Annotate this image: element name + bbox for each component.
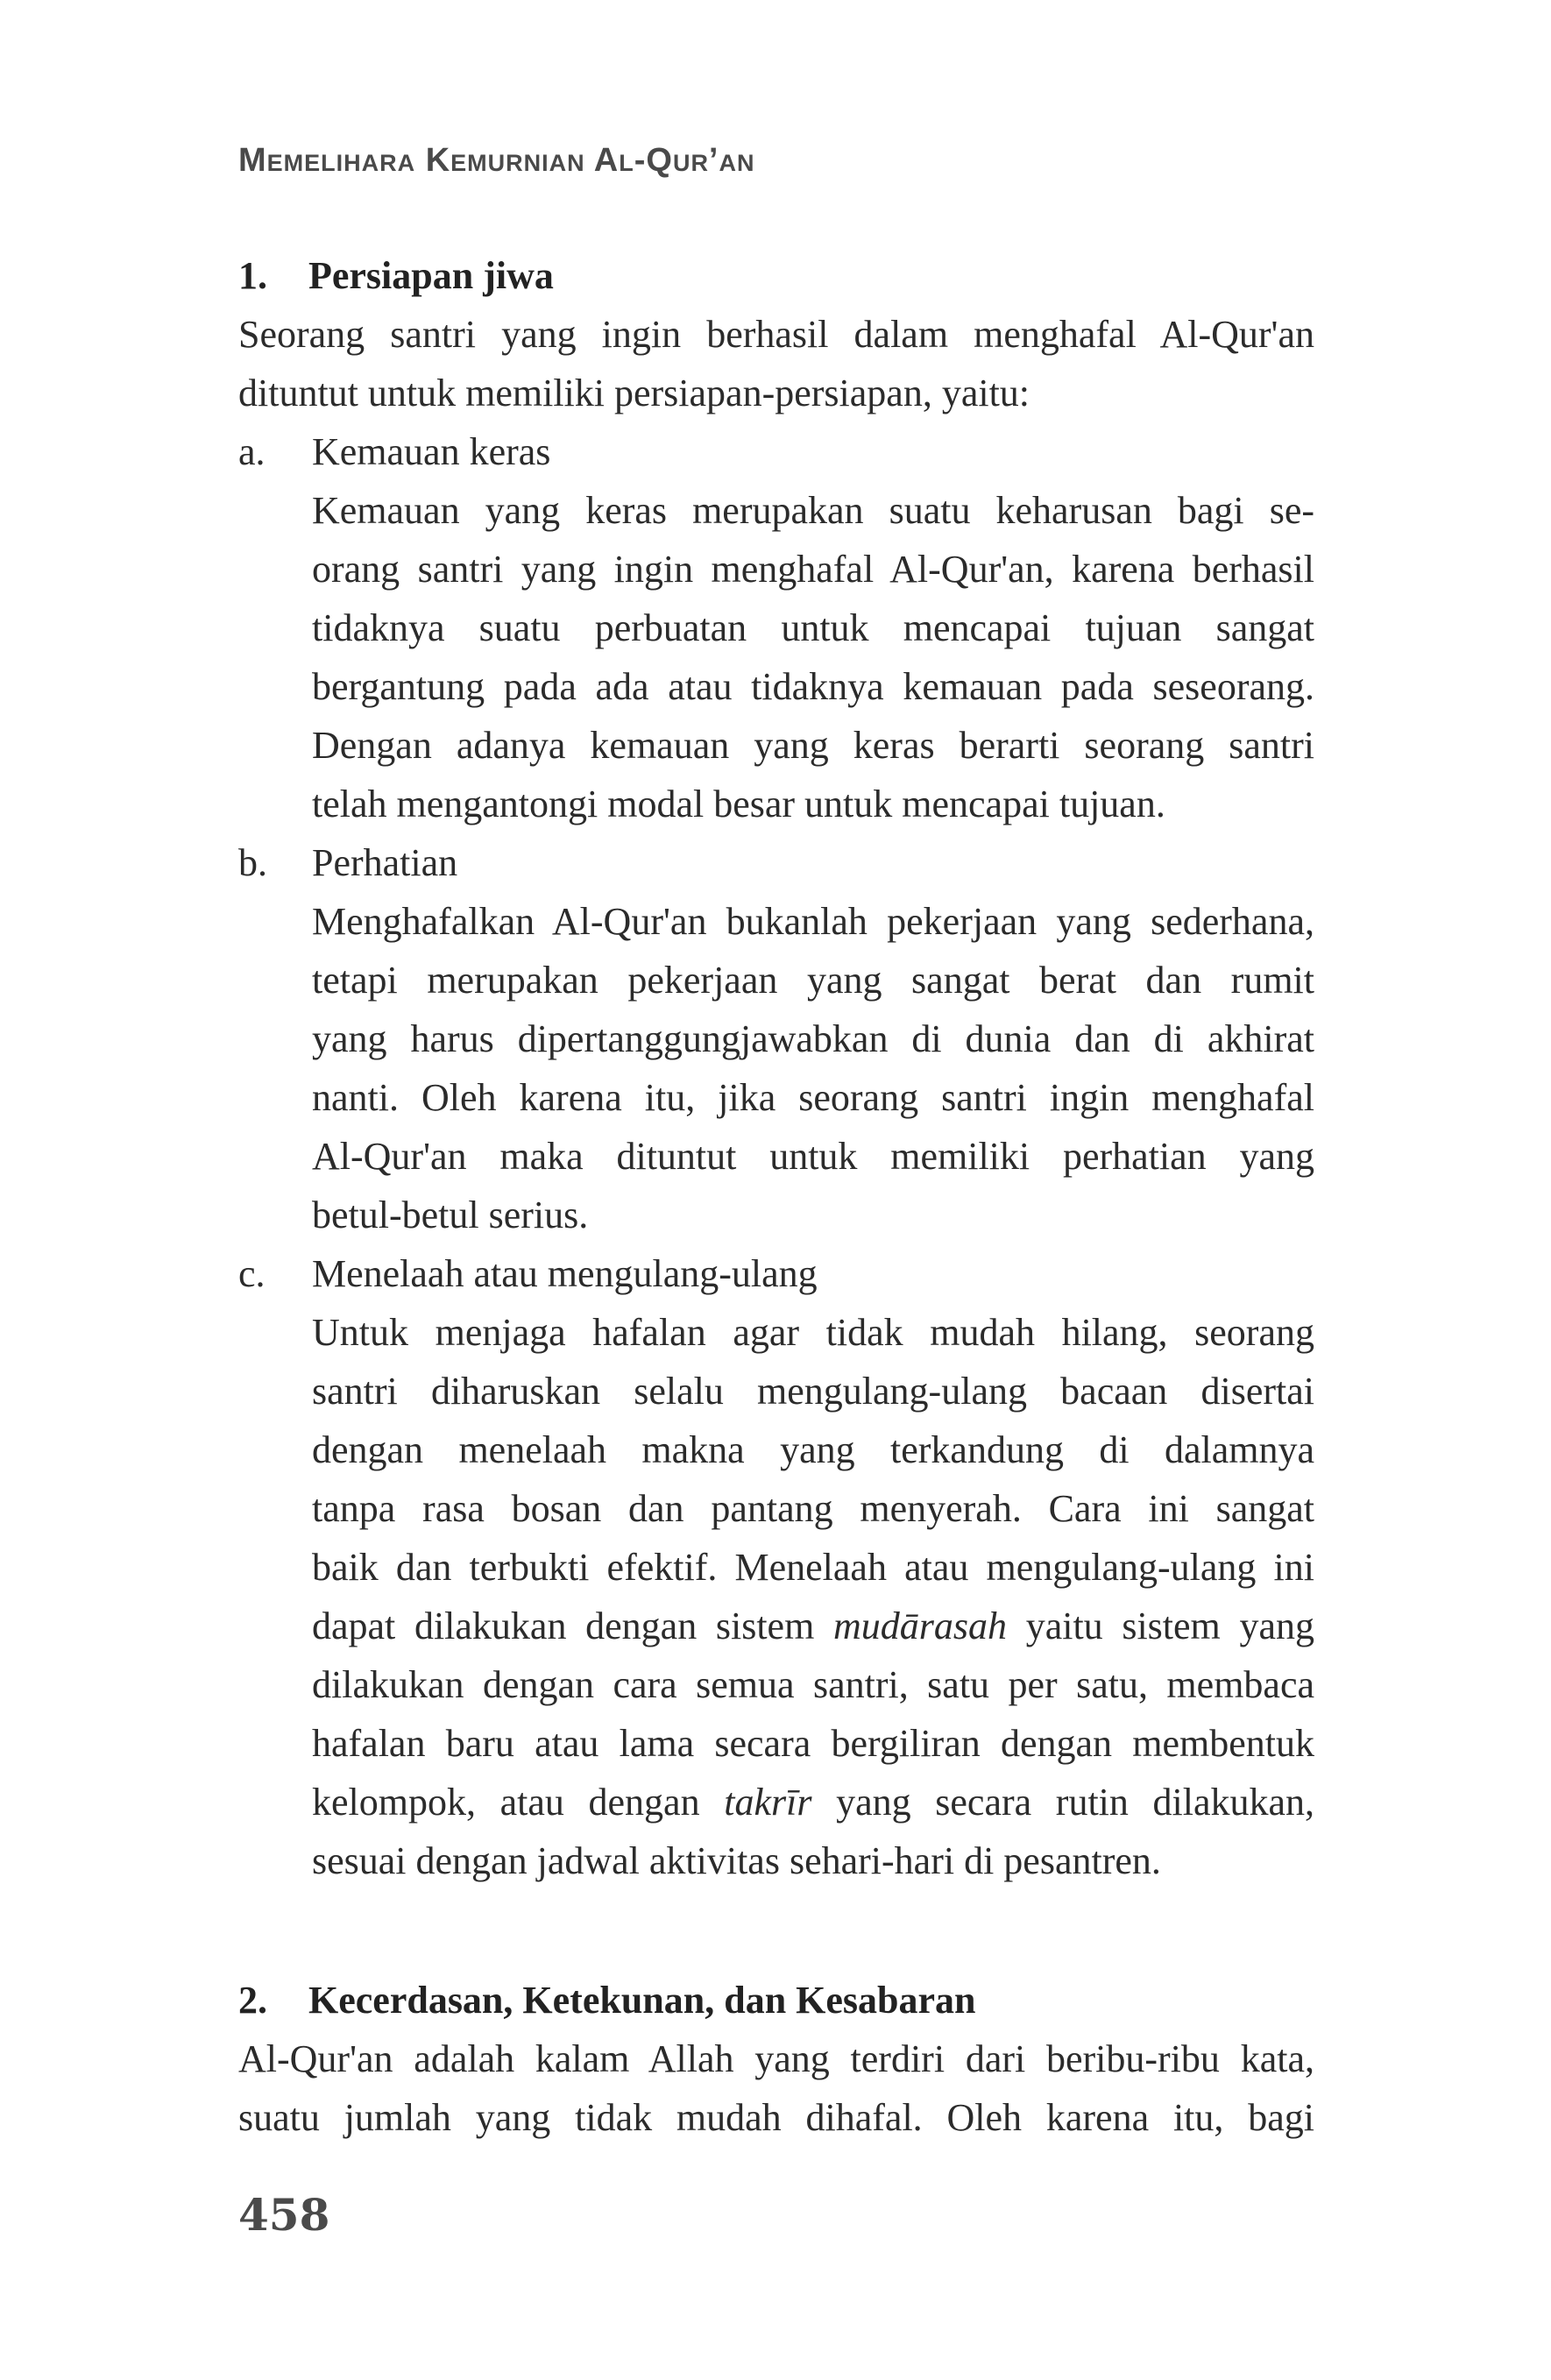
italic-term-takrir: takrīr <box>724 1781 812 1824</box>
section-2-title: Kecerdasan, Ketekunan, dan Kesabaran <box>308 1979 976 2022</box>
section-2-body <box>238 2029 1314 2147</box>
body-line: yang harus dipertanggungjawabkan di dunia dan di akhirat <box>312 1017 1314 1060</box>
body-line: sesuai dengan jadwal aktivitas sehari-hari di pesantren. <box>312 1839 1161 1882</box>
body-line: orang santri yang ingin menghafal Al-Qur'an, karena berhasil <box>312 548 1314 591</box>
running-head: Memelihara Kemurnian Al-Qur’an <box>238 142 755 179</box>
item-b-body <box>312 892 1314 1244</box>
body-line: Al-Qur'an adalah kalam Allah yang terdiri dari beribu-ribu kata, <box>238 2037 1314 2080</box>
item-a-heading <box>238 422 1314 481</box>
item-b-heading <box>238 833 1314 892</box>
item-b-letter: b. <box>238 841 267 884</box>
section-2-number: 2. <box>238 1979 267 2022</box>
section-1 <box>238 246 1314 1890</box>
item-c-body <box>312 1303 1314 1890</box>
section-2 <box>238 1971 1314 2147</box>
page-number: 458 <box>238 2189 330 2241</box>
text-run: yaitu sistem yang <box>1025 1604 1314 1647</box>
item-a-letter: a. <box>238 430 266 473</box>
body-line: tetapi merupakan pekerjaan yang sangat berat dan rumit <box>312 959 1314 1002</box>
item-c-title: Menelaah atau mengulang-ulang <box>312 1252 818 1295</box>
section-1-intro <box>238 305 1314 422</box>
body-line: hafalan baru atau lama secara bergiliran dengan membentuk <box>312 1722 1314 1765</box>
body-line: dilakukan dengan cara semua santri, satu per satu, membaca <box>312 1663 1314 1706</box>
body-line: Kemauan yang keras merupakan suatu keharusan bagi se- <box>312 489 1314 532</box>
body-line: Seorang santri yang ingin berhasil dalam menghafal Al-Qur'an <box>238 313 1314 356</box>
body-line: dituntut untuk memiliki persiapan-persiapan, yaitu: <box>238 372 1030 414</box>
item-b-title: Perhatian <box>312 841 458 884</box>
section-1-heading <box>238 246 1314 305</box>
body-line: telah mengantongi modal besar untuk mencapai tujuan. <box>312 783 1165 825</box>
body-line: Dengan adanya kemauan yang keras berarti seorang santri <box>312 724 1314 767</box>
section-1-title: Persiapan jiwa <box>308 254 554 297</box>
section-1-number: 1. <box>238 254 267 297</box>
body-line: bergantung pada ada atau tidaknya kemauan pada seseorang. <box>312 665 1314 708</box>
body-line: nanti. Oleh karena itu, jika seorang santri ingin menghafal <box>312 1076 1314 1119</box>
body-line: suatu jumlah yang tidak mudah dihafal. Oleh karena itu, bagi <box>238 2096 1314 2139</box>
body-line: baik dan terbukti efektif. Menelaah atau mengulang-ulang ini <box>312 1546 1314 1589</box>
body-line: dengan menelaah makna yang terkandung di dalamnya <box>312 1428 1314 1471</box>
body-line: Menghafalkan Al-Qur'an bukanlah pekerjaan yang sederhana, <box>312 900 1314 943</box>
text-run: dapat dilakukan dengan sistem <box>312 1604 815 1647</box>
body-line: Untuk menjaga hafalan agar tidak mudah hilang, seorang <box>312 1311 1314 1354</box>
text-run: kelompok, atau dengan <box>312 1781 700 1824</box>
body-line: tidaknya suatu perbuatan untuk mencapai tujuan sangat <box>312 606 1314 649</box>
body-line-with-italic <box>312 1597 1314 1655</box>
body-line: santri diharuskan selalu mengulang-ulang bacaan disertai <box>312 1370 1314 1413</box>
section-2-heading <box>238 1971 1314 2029</box>
item-a-body <box>312 481 1314 833</box>
item-c-letter: c. <box>238 1252 266 1295</box>
body-line-with-italic <box>312 1773 1314 1831</box>
italic-term-mudarasah: mudārasah <box>832 1604 1008 1647</box>
body-line: Al-Qur'an maka dituntut untuk memiliki perhatian yang <box>312 1135 1314 1178</box>
item-c-heading <box>238 1244 1314 1303</box>
body-line: tanpa rasa bosan dan pantang menyerah. Cara ini sangat <box>312 1487 1314 1530</box>
text-run: yang secara rutin dilakukan, <box>836 1781 1314 1824</box>
body-line: betul-betul serius. <box>312 1194 589 1236</box>
item-a-title: Kemauan keras <box>312 430 551 473</box>
